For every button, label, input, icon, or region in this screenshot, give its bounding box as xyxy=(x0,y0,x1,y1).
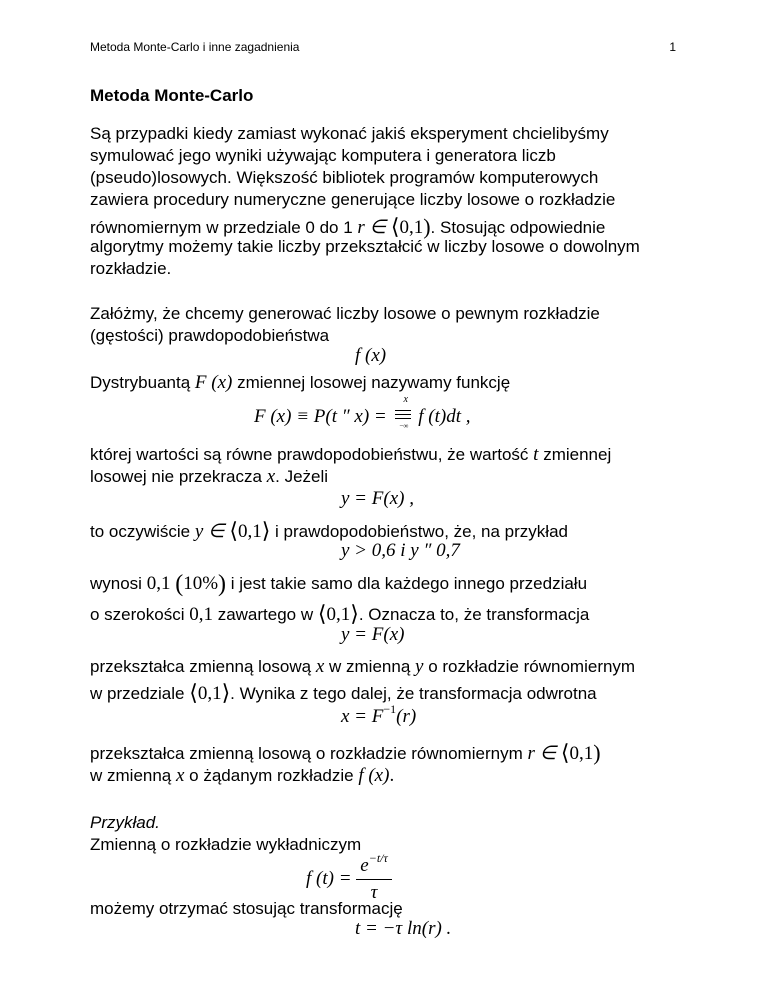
equation-y-eq-Fx: y = F(x) , xyxy=(341,488,414,509)
fraction: $\frac{e^{-t/\tau}}{\tau}$ xyxy=(356,855,392,904)
body-line xyxy=(90,372,510,394)
math-inline: r ∈ ⟨0,1) xyxy=(527,740,601,765)
intro-line: Są przypadki kiedy zamiast wykonać jakiś eksperyment chcielibyśmy xyxy=(90,124,609,143)
body-line: przekształca zmienną losową x w zmienną y o rozkładzie równomiernym xyxy=(90,656,636,677)
intro-line: (pseudo)losowych. Większość bibliotek programów komputerowych xyxy=(90,168,599,187)
intro-text: równomiernym w przedziale 0 do 1 xyxy=(90,218,353,237)
math-inline: f (x). xyxy=(358,765,395,786)
equation-inverse: $x = F^{-1}(r)$ xyxy=(341,702,417,727)
equation-distribution: F (x) ≡ P(t ″ x) = x −∞ f (t)dt , xyxy=(254,394,471,430)
equation-log-transform: t = −τ ln(r) . xyxy=(355,918,452,939)
equation-inequality: y > 0,6 i y ″ 0,7 xyxy=(341,540,460,561)
body-line: Załóżmy, że chcemy generować liczby losowe o pewnym rozkładzie xyxy=(90,304,600,323)
equation-exponential: f (t) = $\frac{e^{-t/\tau}}{\tau}$ xyxy=(306,855,392,904)
body-line: (gęstości) prawdopodobieństwa xyxy=(90,326,330,345)
math-inline: ⟨0,1⟩ xyxy=(189,680,231,705)
body-line: w przedziale ⟨0,1⟩. Wynika z tego dalej, że transformacja odwrotna xyxy=(90,680,597,705)
intro-line: zawiera procedury numeryczne generujące liczby losowe o rozkładzie xyxy=(90,190,616,209)
body-line: Zmienną o rozkładzie wykładniczym xyxy=(90,835,362,854)
body-line: przekształca zmienną losową o rozkładzie równomiernym r ∈ ⟨0,1) xyxy=(90,740,601,765)
intro-line: rozkładzie. xyxy=(90,259,172,278)
intro-line: symulować jego wyniki używając komputera i generatora liczb xyxy=(90,146,556,165)
body-line: losowej nie przekracza x. Jeżeli xyxy=(90,466,329,487)
section-title: Metoda Monte-Carlo xyxy=(90,86,254,105)
math-inline: 0,1 (10%) xyxy=(146,571,227,597)
math-inline: r ∈ ⟨0,1) xyxy=(357,214,431,239)
intro-line xyxy=(90,213,605,239)
body-line: możemy otrzymać stosując transformację xyxy=(90,899,403,918)
body-line: to oczywiście y ∈ ⟨0,1⟩ i prawdopodobieństwo, że, na przykład xyxy=(90,518,568,543)
intro-line: algorytmy możemy takie liczby przekształcić w liczby losowe o dowolnym xyxy=(90,237,640,256)
body-line: w zmienną x o żądanym rozkładzie f (x). xyxy=(90,765,395,786)
body-line: wynosi 0,1 (10%) i jest takie samo dla każdego innego przedziału xyxy=(90,571,588,597)
math-inline: F (x) xyxy=(194,372,233,393)
intro-text: . Stosując odpowiednie xyxy=(430,218,606,237)
integral-icon: x −∞ xyxy=(391,404,413,428)
body-line: o szerokości 0,1 zawartego w ⟨0,1⟩. Oznacza to, że transformacja xyxy=(90,601,590,626)
running-header: Metoda Monte-Carlo i inne zagadnienia xyxy=(90,40,300,54)
equation-transform: y = F(x) xyxy=(341,624,405,645)
body-line: której wartości są równe prawdopodobieństwu, że wartość t zmiennej xyxy=(90,444,612,465)
math-inline: y ∈ ⟨0,1⟩ xyxy=(194,518,271,543)
math-inline: ⟨0,1⟩ xyxy=(317,601,359,626)
body-text: zmiennej losowej nazywamy funkcję xyxy=(237,373,511,392)
example-label: Przykład. xyxy=(90,813,160,832)
equation-fx: f (x) xyxy=(355,345,387,366)
page-number: 1 xyxy=(669,40,676,54)
body-text: Dystrybuantą xyxy=(90,373,191,392)
